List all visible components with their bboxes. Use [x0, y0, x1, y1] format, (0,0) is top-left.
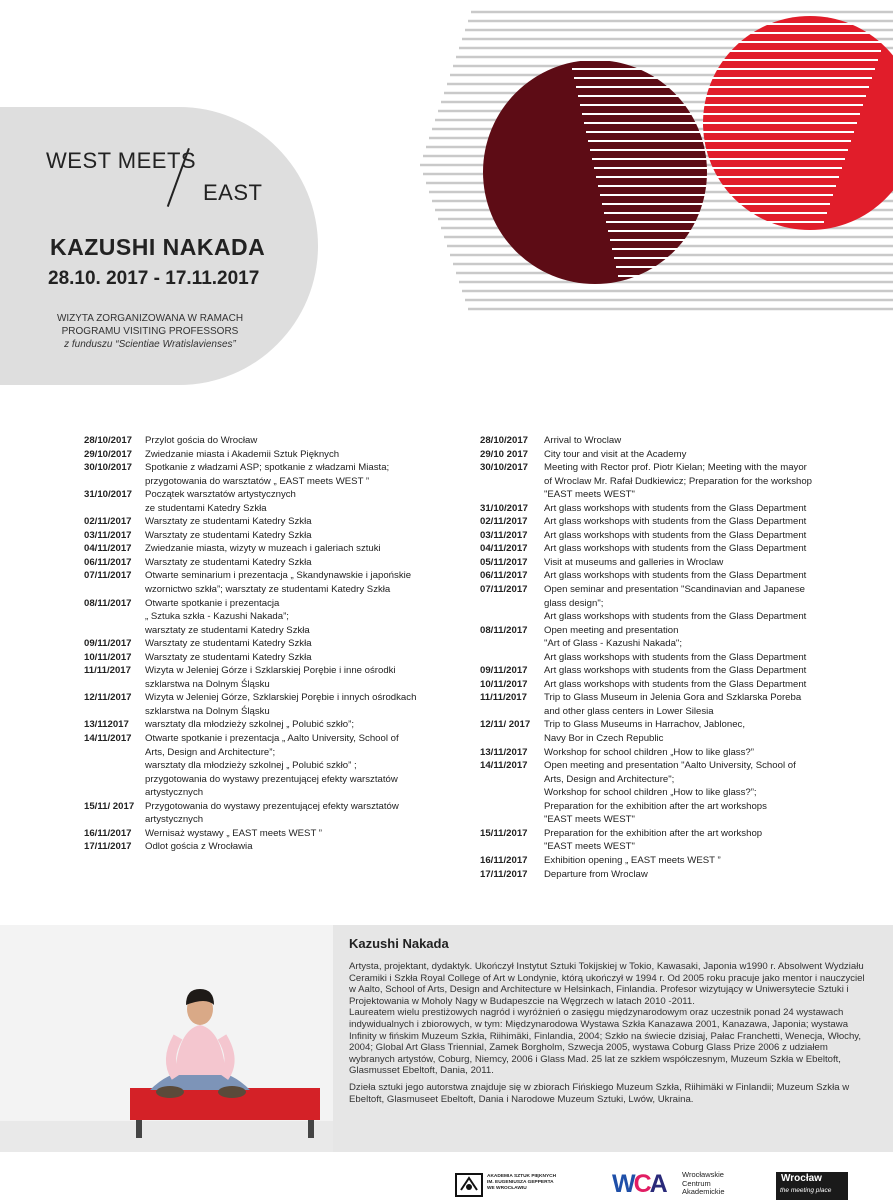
schedule-row [480, 664, 885, 678]
asp-logo-text: AKADEMIA SZTUK PIĘKNYCH IM. EUGENIUSZA GEPPERTA WE WROCŁAWIU [487, 1174, 557, 1191]
schedule-text: Przygotowania do wystawy prezentującej efekty warsztatów artystycznych [145, 800, 399, 826]
schedule-date: 16/11/2017 [84, 827, 132, 839]
schedule-row [480, 746, 885, 760]
schedule-date: 29/10 2017 [480, 448, 529, 460]
schedule-row [84, 434, 464, 448]
schedule-row [480, 624, 885, 665]
meeting-place-text: the meeting place [780, 1187, 832, 1194]
visit-note-line: PROGRAMU VISITING PROFESSORS [61, 326, 239, 337]
schedule-date: 31/10/2017 [84, 489, 133, 501]
schedule-text: Art glass workshops with students from the Glass Department [544, 570, 807, 582]
schedule-date: 13/11/2017 [480, 746, 528, 758]
schedule-date: 13/112017 [84, 719, 129, 731]
schedule-date: 10/11/2017 [480, 678, 528, 690]
schedule-row [480, 542, 885, 556]
wca-logo-text: Wrocławskie Centrum Akademickie [682, 1170, 725, 1196]
schedule-row [480, 515, 885, 529]
schedule-date: 03/11/2017 [84, 529, 132, 541]
schedule-date: 12/11/2017 [84, 692, 132, 704]
schedule-date: 06/11/2017 [84, 556, 132, 568]
event-dates: 28.10. 2017 - 17.11.2017 [48, 268, 260, 289]
schedule-english [480, 434, 885, 881]
schedule-date: 04/11/2017 [480, 543, 528, 555]
schedule-date: 30/10/2017 [84, 462, 133, 474]
artist-photo [0, 925, 333, 1152]
schedule-row [84, 569, 464, 596]
schedule-row [84, 542, 464, 556]
visit-note-line: z funduszu “Scientiae Wratislavienses” [64, 339, 236, 350]
schedule-text: Trip to Glass Museum in Jelenia Gora and Szklarska Poreba and other glass centers in Lower Silesia [544, 692, 802, 717]
schedule-text: Workshop for school children „How to like glass?” [544, 746, 754, 758]
footer-logos [0, 1160, 893, 1200]
schedule-text: Zwiedzanie miasta, wizyty w muzeach i galeriach sztuki [145, 543, 381, 555]
schedule-row [480, 461, 885, 502]
schedule-row [84, 461, 464, 488]
schedule-text: Arrival to Wroclaw [544, 435, 622, 446]
dark-red-circle [483, 60, 707, 284]
schedule-text: Warsztaty ze studentami Katedry Szkła [145, 516, 312, 528]
schedule-date: 28/10/2017 [84, 435, 133, 446]
schedule-date: 06/11/2017 [480, 570, 528, 582]
schedule-text: Wernisaż wystawy „ EAST meets WEST ” [145, 827, 322, 839]
schedule-date: 14/11/2017 [84, 733, 132, 745]
schedule-row [84, 515, 464, 529]
schedule-row [480, 678, 885, 692]
title-east: EAST [203, 180, 263, 205]
schedule-text: Art glass workshops with students from the Glass Department [544, 665, 807, 677]
schedule-date: 17/11/2017 [84, 841, 132, 853]
schedule-row [84, 800, 464, 827]
schedule-text: Warsztaty ze studentami Katedry Szkła [145, 651, 312, 663]
schedule-date: 03/11/2017 [480, 529, 528, 541]
schedule-text: Art glass workshops with students from the Glass Department [544, 516, 807, 528]
schedule-text: Trip to Glass Museums in Harrachov, Jablonec, Navy Bor in Czech Republic [544, 719, 746, 745]
schedule-text: Odlot gościa z Wrocławia [145, 841, 253, 853]
schedule-row [84, 827, 464, 841]
schedule-date: 31/10/2017 [480, 502, 529, 514]
schedule-date: 14/11/2017 [480, 760, 528, 772]
asp-logo-icon [455, 1173, 483, 1197]
schedule-text: City tour and visit at the Academy [544, 448, 687, 460]
schedule-text: Open seminar and presentation "Scandinavian and Japanese glass design"; Art glass workshops with students from the Glass Department [544, 584, 807, 623]
schedule-date: 11/11/2017 [84, 665, 131, 677]
schedule-row [480, 529, 885, 543]
schedule-date: 30/10/2017 [480, 462, 529, 474]
schedule-row [84, 556, 464, 570]
schedule-row [480, 569, 885, 583]
schedule-text: Meeting with Rector prof. Piotr Kielan; Meeting with the mayor of Wroclaw Mr. Rafał Dudkiewicz; Preparation for the workshop "EAST meets WEST" [544, 462, 813, 501]
schedule-row [84, 637, 464, 651]
schedule-row [84, 448, 464, 462]
schedule-date: 15/11/2017 [480, 827, 528, 839]
schedule-date: 16/11/2017 [480, 854, 528, 866]
schedule-date: 10/11/2017 [84, 651, 132, 663]
schedule-date: 12/11/ 2017 [480, 719, 531, 731]
schedule-text: Spotkanie z władzami ASP; spotkanie z władzami Miasta; przygotowania do warsztatów „ EAST meets WEST ” [145, 462, 390, 487]
schedule-date: 07/11/2017 [84, 570, 132, 582]
schedule-text: Wizyta w Jeleniej Górze i Szklarskiej Porębie i inne ośrodki szklarstwa na Dolnym Śląsku [145, 665, 396, 690]
schedule-polish [84, 434, 464, 854]
schedule-row [480, 827, 885, 854]
schedule-text: Otwarte seminarium i prezentacja „ Skandynawskie i japońskie wzornictwo szkła”; warsztaty ze studentami Katedry Szkła [145, 570, 412, 596]
schedule-text: Początek warsztatów artystycznych ze studentami Katedry Szkła [145, 489, 296, 514]
schedule-date: 08/11/2017 [480, 624, 528, 636]
schedule-text: Wizyta w Jeleniej Górze, Szklarskiej Porębie i innych ośrodkach szklarstwa na Dolnym Śląsku [145, 692, 417, 717]
schedule-row [480, 691, 885, 718]
schedule-row [84, 840, 464, 854]
schedule-text: Przylot gościa do Wrocław [145, 435, 258, 446]
schedule-row [480, 434, 885, 448]
schedule-text: Departure from Wroclaw [544, 868, 648, 880]
schedule-row [480, 556, 885, 570]
schedule-date: 09/11/2017 [84, 638, 132, 650]
schedule-row [480, 759, 885, 827]
bio-text [349, 961, 874, 1110]
schedule-row [84, 597, 464, 638]
schedule-date: 29/10/2017 [84, 448, 133, 460]
schedule-date: 05/11/2017 [480, 556, 528, 568]
schedule-text: Zwiedzanie miasta i Akademii Sztuk Pięknych [145, 448, 340, 460]
bio-name: Kazushi Nakada [349, 936, 449, 951]
schedule-row [84, 488, 464, 515]
schedule-row [480, 448, 885, 462]
artist-name: KAZUSHI NAKADA [50, 234, 266, 260]
schedule-date: 28/10/2017 [480, 435, 529, 446]
visit-note-line: WIZYTA ZORGANIZOWANA W RAMACH [56, 313, 244, 324]
bio-paragraph: Dzieła sztuki jego autorstwa znajduje się w zbiorach Fińskiego Muzeum Szkła, Riihimäki w Finlandii; Muzeum Szkła w Ebeltoft, Glasmuseet Ebeltoft, Dania i Narodowe Muzeum Sztuki, Lwów, Ukraina. [349, 1081, 850, 1105]
schedule-text: Warsztaty ze studentami Katedry Szkła [145, 556, 312, 568]
schedule-text: Art glass workshops with students from the Glass Department [544, 529, 807, 541]
schedule-text: Art glass workshops with students from the Glass Department [544, 678, 807, 690]
schedule-text: Preparation for the exhibition after the art workshop "EAST meets WEST" [544, 827, 763, 853]
schedule-date: 09/11/2017 [480, 665, 528, 677]
schedule-row [480, 502, 885, 516]
schedule-text: Otwarte spotkanie i prezentacja „ Sztuka szkła - Kazushi Nakada”; warsztaty ze studentami Katedry Szkła [145, 597, 310, 636]
schedule-date: 08/11/2017 [84, 597, 132, 609]
schedule-row [480, 718, 885, 745]
schedule-text: Art glass workshops with students from the Glass Department [544, 502, 807, 514]
schedule-row [84, 664, 464, 691]
schedule-text: warsztaty dla młodzieży szkolnej „ Polubić szkło”; [145, 719, 355, 731]
schedule-date: 17/11/2017 [480, 868, 528, 880]
schedule-text: Warsztaty ze studentami Katedry Szkła [145, 529, 312, 541]
schedule-text: Exhibition opening „ EAST meets WEST ” [544, 854, 721, 866]
schedule-date: 02/11/2017 [480, 516, 528, 528]
schedule-text: Visit at museums and galleries in Wroclaw [544, 556, 724, 568]
schedule-date: 04/11/2017 [84, 543, 132, 555]
schedule-row [84, 732, 464, 800]
schedule-row [84, 529, 464, 543]
wroclaw-logo-word: Wrocław [781, 1173, 822, 1184]
wroclaw-logo [776, 1172, 848, 1200]
schedule-text: Open meeting and presentation "Art of Glass - Kazushi Nakada"; Art glass workshops with students from the Glass Department [544, 624, 807, 663]
title-west-meets: WEST MEETS [46, 148, 197, 173]
schedule-date: 07/11/2017 [480, 584, 528, 596]
visit-note [0, 312, 300, 351]
schedule-text: Open meeting and presentation "Aalto University, School of Arts, Design and Architecture"; Workshop for school children „How to like glass?”; Preparation for the exhibition after the art workshops "EAST meets WEST" [544, 760, 796, 826]
schedule-row [480, 583, 885, 624]
bio-paragraph: Artysta, projektant, dydaktyk. Ukończył Instytut Sztuki Tokijskiej w Tokio, Kawasaki, Japonia w1990 r. Absolwent Wydziału Ceramiki i Szkła Royal College of Art w Londynie, którą ukończył w 1994 r. Od 2005 roku pracuje jako mentor i nauczyciel w Aalto, School of Arts, Design and Architecture w Helsinkach, Finlandia. Profesor wizytujący w Uniwersytecie Sztuki i Projektowania w Moholy Nagy w Budapeszcie na Węgrzech w latach 2010 -2011. Laureatem wielu prestiżowych nagród i wyróżnień o zasięgu międzynarodowym oraz uczestnik ponad 24 wystawach indywidualnych i zbiorowych, w tym: Międzynarodowa Wystawa Szkła Kanazawa 2001, Kanazawa, Japonia; wystawa Infinity w fińskim Muzeum Szkła, Riihimäki, Finlandia, 2004; Szkło na świecie dzisiaj, Pałac Franchetti, Wenecja, Włochy, 2004; Global Art Glass Triennial, Zamek Borgholm, Szwecja 2005, wystawa Coburg Glass Prize 2006 z udziałem wybranych artystów, Coburg, Niemcy, 2006 i Glass Mad. 25 lat ze szkłem współczesnym, Muzeum Szkła w Ebeltoft, Glasmusset Ebeltoft, Dania, 2011. [349, 961, 865, 1077]
schedule-row [480, 854, 885, 868]
schedule-text: Warsztaty ze studentami Katedry Szkła [145, 638, 312, 650]
schedule-row [84, 651, 464, 665]
schedule-text: Otwarte spotkanie i prezentacja „ Aalto University, School of Arts, Design and Architecture”; warsztaty dla młodzieży szkolnej „ Polubić szkło” ; przygotowania do wystawy prezentującej efekty warsztatów artystycznych [145, 733, 399, 799]
schedule-text: Art glass workshops with students from the Glass Department [544, 543, 807, 555]
schedule-date: 02/11/2017 [84, 516, 132, 528]
schedule-row [84, 718, 464, 732]
schedule-date: 11/11/2017 [480, 692, 527, 704]
schedule-row [480, 868, 885, 882]
wca-logo-mark: WCA [612, 1170, 666, 1198]
schedule-date: 15/11/ 2017 [84, 800, 135, 812]
schedule-row [84, 691, 464, 718]
